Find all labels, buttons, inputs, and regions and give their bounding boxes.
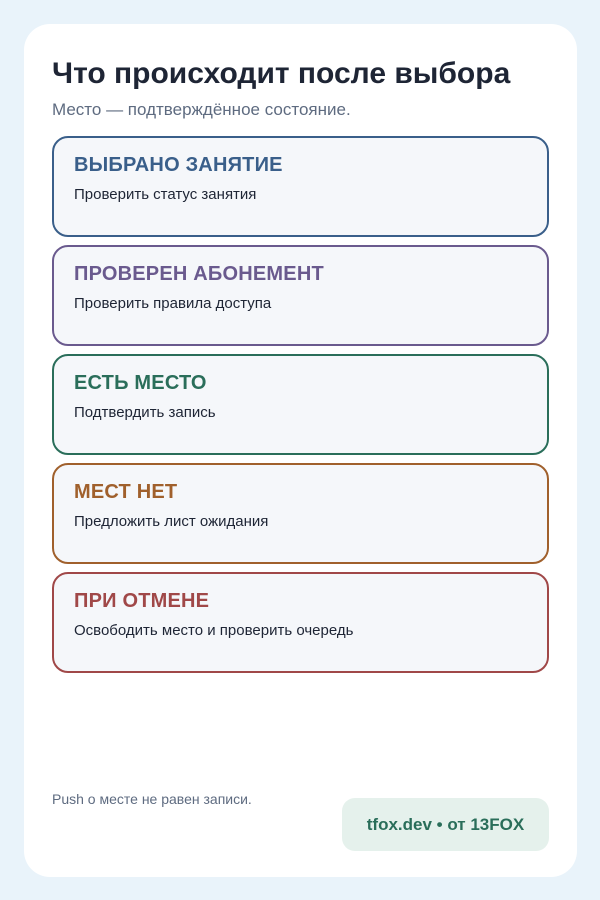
step-on-cancel	[52, 572, 549, 673]
step-description: Подтвердить запись	[74, 404, 216, 421]
info-card	[24, 24, 577, 877]
page-title: Что происходит после выбора	[52, 57, 511, 90]
step-description: Освободить место и проверить очередь	[74, 622, 354, 639]
step-seat-available	[52, 354, 549, 455]
step-description: Проверить статус занятия	[74, 186, 257, 203]
footer-note: Push о месте не равен записи.	[52, 791, 252, 807]
step-no-seats	[52, 463, 549, 564]
step-class-selected	[52, 136, 549, 237]
step-title: ПРОВЕРЕН АБОНЕМЕНТ	[74, 263, 324, 285]
step-membership-checked	[52, 245, 549, 346]
step-description: Предложить лист ожидания	[74, 513, 269, 530]
brand-badge: tfox.dev • от 13FOX	[342, 798, 549, 851]
step-description: Проверить правила доступа	[74, 295, 272, 312]
page-subtitle: Место — подтверждённое состояние.	[52, 100, 351, 119]
step-title: МЕСТ НЕТ	[74, 481, 178, 503]
step-list	[52, 136, 549, 681]
step-title: ВЫБРАНО ЗАНЯТИЕ	[74, 154, 283, 176]
step-title: ЕСТЬ МЕСТО	[74, 372, 207, 394]
step-title: ПРИ ОТМЕНЕ	[74, 590, 210, 612]
